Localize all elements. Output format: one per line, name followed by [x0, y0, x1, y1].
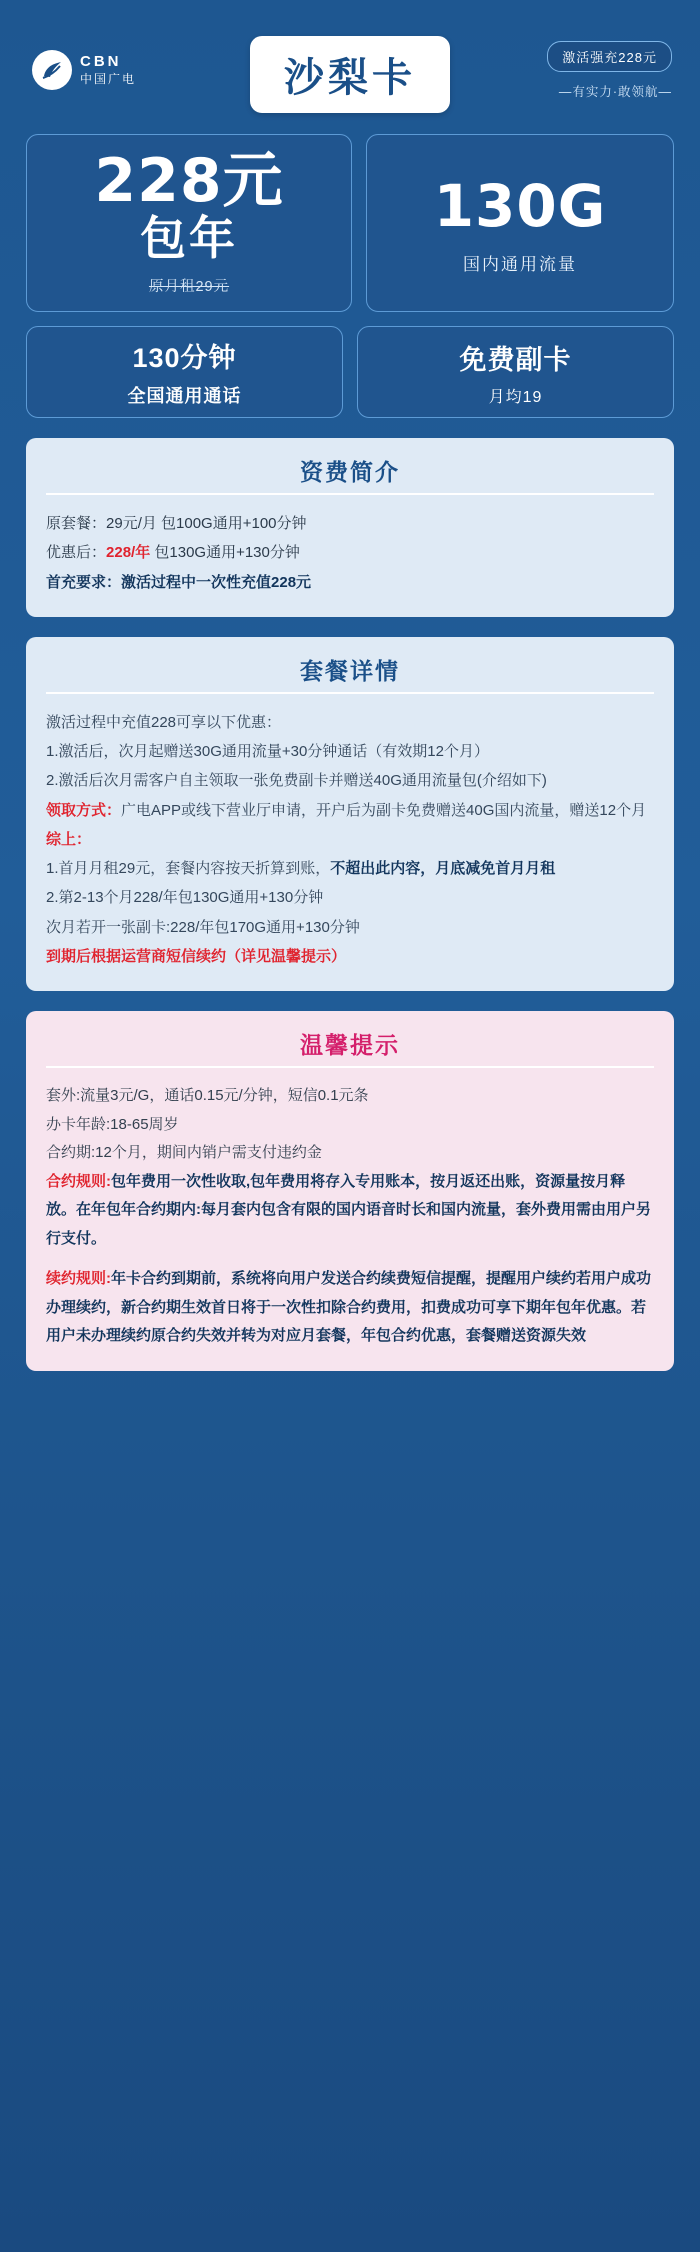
fee-line-2-tail: 包130G通用+130分钟 [150, 544, 300, 562]
tips-body [46, 1082, 654, 1351]
package-detail-title: 套餐详情 [46, 653, 654, 696]
detail-summary-4 [46, 942, 654, 971]
package-detail-panel [26, 637, 674, 991]
fee-line-3-value: 激活过程中一次性充值228元 [121, 573, 312, 591]
cbn-logo-icon [32, 50, 72, 90]
highlight-cards-mid [26, 326, 674, 418]
detail-claim [46, 796, 654, 825]
detail-summary-4b: （详见温馨提示） [226, 947, 347, 965]
tips-rule-2 [46, 1265, 654, 1351]
tips-line-2: 办卡年龄:18-65周岁 [46, 1115, 179, 1133]
fee-line-3 [46, 568, 654, 597]
detail-summary-1b: 不超出此内容，月底减免首月月租 [330, 860, 556, 877]
voice-label: 全国通用通话 [127, 386, 242, 406]
fee-intro-body [46, 509, 654, 597]
fee-intro-title: 资费简介 [46, 454, 654, 497]
detail-summary-4a: 到期后根据运营商短信续约 [46, 947, 227, 965]
fee-line-1-label: 原套餐： [46, 515, 107, 532]
slogan-label: —有实力·敢领航— [558, 84, 672, 99]
data-card [366, 134, 674, 312]
package-detail-body [46, 708, 654, 971]
detail-summary-1a: 1.首月月租29元，套餐内容按天折算到账， [46, 860, 331, 877]
tips-panel [26, 1011, 674, 1371]
data-amount: 130G [433, 171, 607, 240]
highlight-cards-top [26, 134, 674, 312]
detail-summary-2: 2.第2-13个月228/年包130G通用+130分钟 [46, 889, 324, 907]
brand-cn-label: 中国广电 [80, 71, 137, 86]
tips-spacer [46, 1253, 654, 1265]
tips-rule-1 [46, 1168, 654, 1254]
tips-rule-2-value: 年卡合约到期前，系统将向用户发送合约续费短信提醒，提醒用户续约若用户成功办理续约，新合约期生效首日将于一次性扣除合约费用，扣费成功可享下期年包年优惠。若用户未办理续约原合约失效并转为对应月套餐，年包合约优惠，套餐赠送资源失效 [46, 1270, 652, 1344]
detail-claim-label: 领取方式： [46, 801, 122, 819]
detail-summary-1 [46, 854, 654, 883]
tips-line-3: 合约期:12个月，期间内销户需支付违约金 [46, 1144, 322, 1161]
detail-summary-label-row [46, 825, 654, 854]
tips-rule-1-label: 合约规则: [46, 1172, 111, 1190]
header-right [547, 41, 674, 100]
detail-summary-3: 次月若开一张副卡:228/年包170G通用+130分钟 [46, 918, 360, 936]
price-card [26, 134, 352, 312]
fee-line-2-value: 228/年 [106, 544, 151, 562]
data-label: 国内通用流量 [463, 254, 578, 274]
detail-lead: 激活过程中充值228可享以下优惠： [46, 713, 282, 731]
extra-card [357, 326, 674, 418]
activation-badge: 激活强充228元 [547, 41, 672, 72]
page-header [26, 22, 674, 118]
fee-line-3-label: 首充要求： [46, 573, 122, 591]
tips-rule-1-value: 包年费用一次性收取,包年费用将存入专用账本，按月返还出账，资源量按月释放。在年包年合约期内:每月套内包含有限的国内语音时长和国内流量，套外费用需由用户另行支付。 [46, 1172, 651, 1247]
tips-rule-2-label: 续约规则: [46, 1270, 111, 1287]
detail-item-2: 2.激活后次月需客户自主领取一张免费副卡并赠送40G通用流量包(介绍如下) [46, 772, 547, 790]
detail-claim-value: 广电APP或线下营业厅申请，开户后为副卡免费赠送40G国内流量，赠送12个月 [121, 801, 647, 819]
voice-card [26, 326, 343, 418]
fee-line-2-label: 优惠后： [46, 544, 107, 562]
product-title [250, 36, 450, 113]
fee-line-2 [46, 538, 654, 567]
extra-card-label: 月均19 [488, 388, 543, 406]
detail-item-1: 1.激活后，次月起赠送30G通用流量+30分钟通话（有效期12个月） [46, 743, 489, 760]
tips-title: 温馨提示 [46, 1027, 654, 1070]
brand-en-label: CBN [80, 53, 122, 71]
voice-amount: 130分钟 [132, 343, 237, 373]
brand-logo [26, 50, 136, 90]
price-amount: 228元 [94, 145, 284, 216]
price-original: 原月租29元 [148, 279, 230, 296]
fee-line-1 [46, 509, 654, 538]
product-title-label: 沙梨卡 [284, 55, 416, 101]
detail-summary-label: 综上： [46, 830, 92, 848]
fee-line-1-value: 29元/月 包100G通用+100分钟 [106, 515, 307, 532]
price-period: 包年 [140, 211, 239, 264]
extra-card-title: 免费副卡 [459, 344, 572, 375]
tips-line-1: 套外:流量3元/G，通话0.15元/分钟，短信0.1元条 [46, 1087, 369, 1104]
fee-intro-panel [26, 438, 674, 617]
